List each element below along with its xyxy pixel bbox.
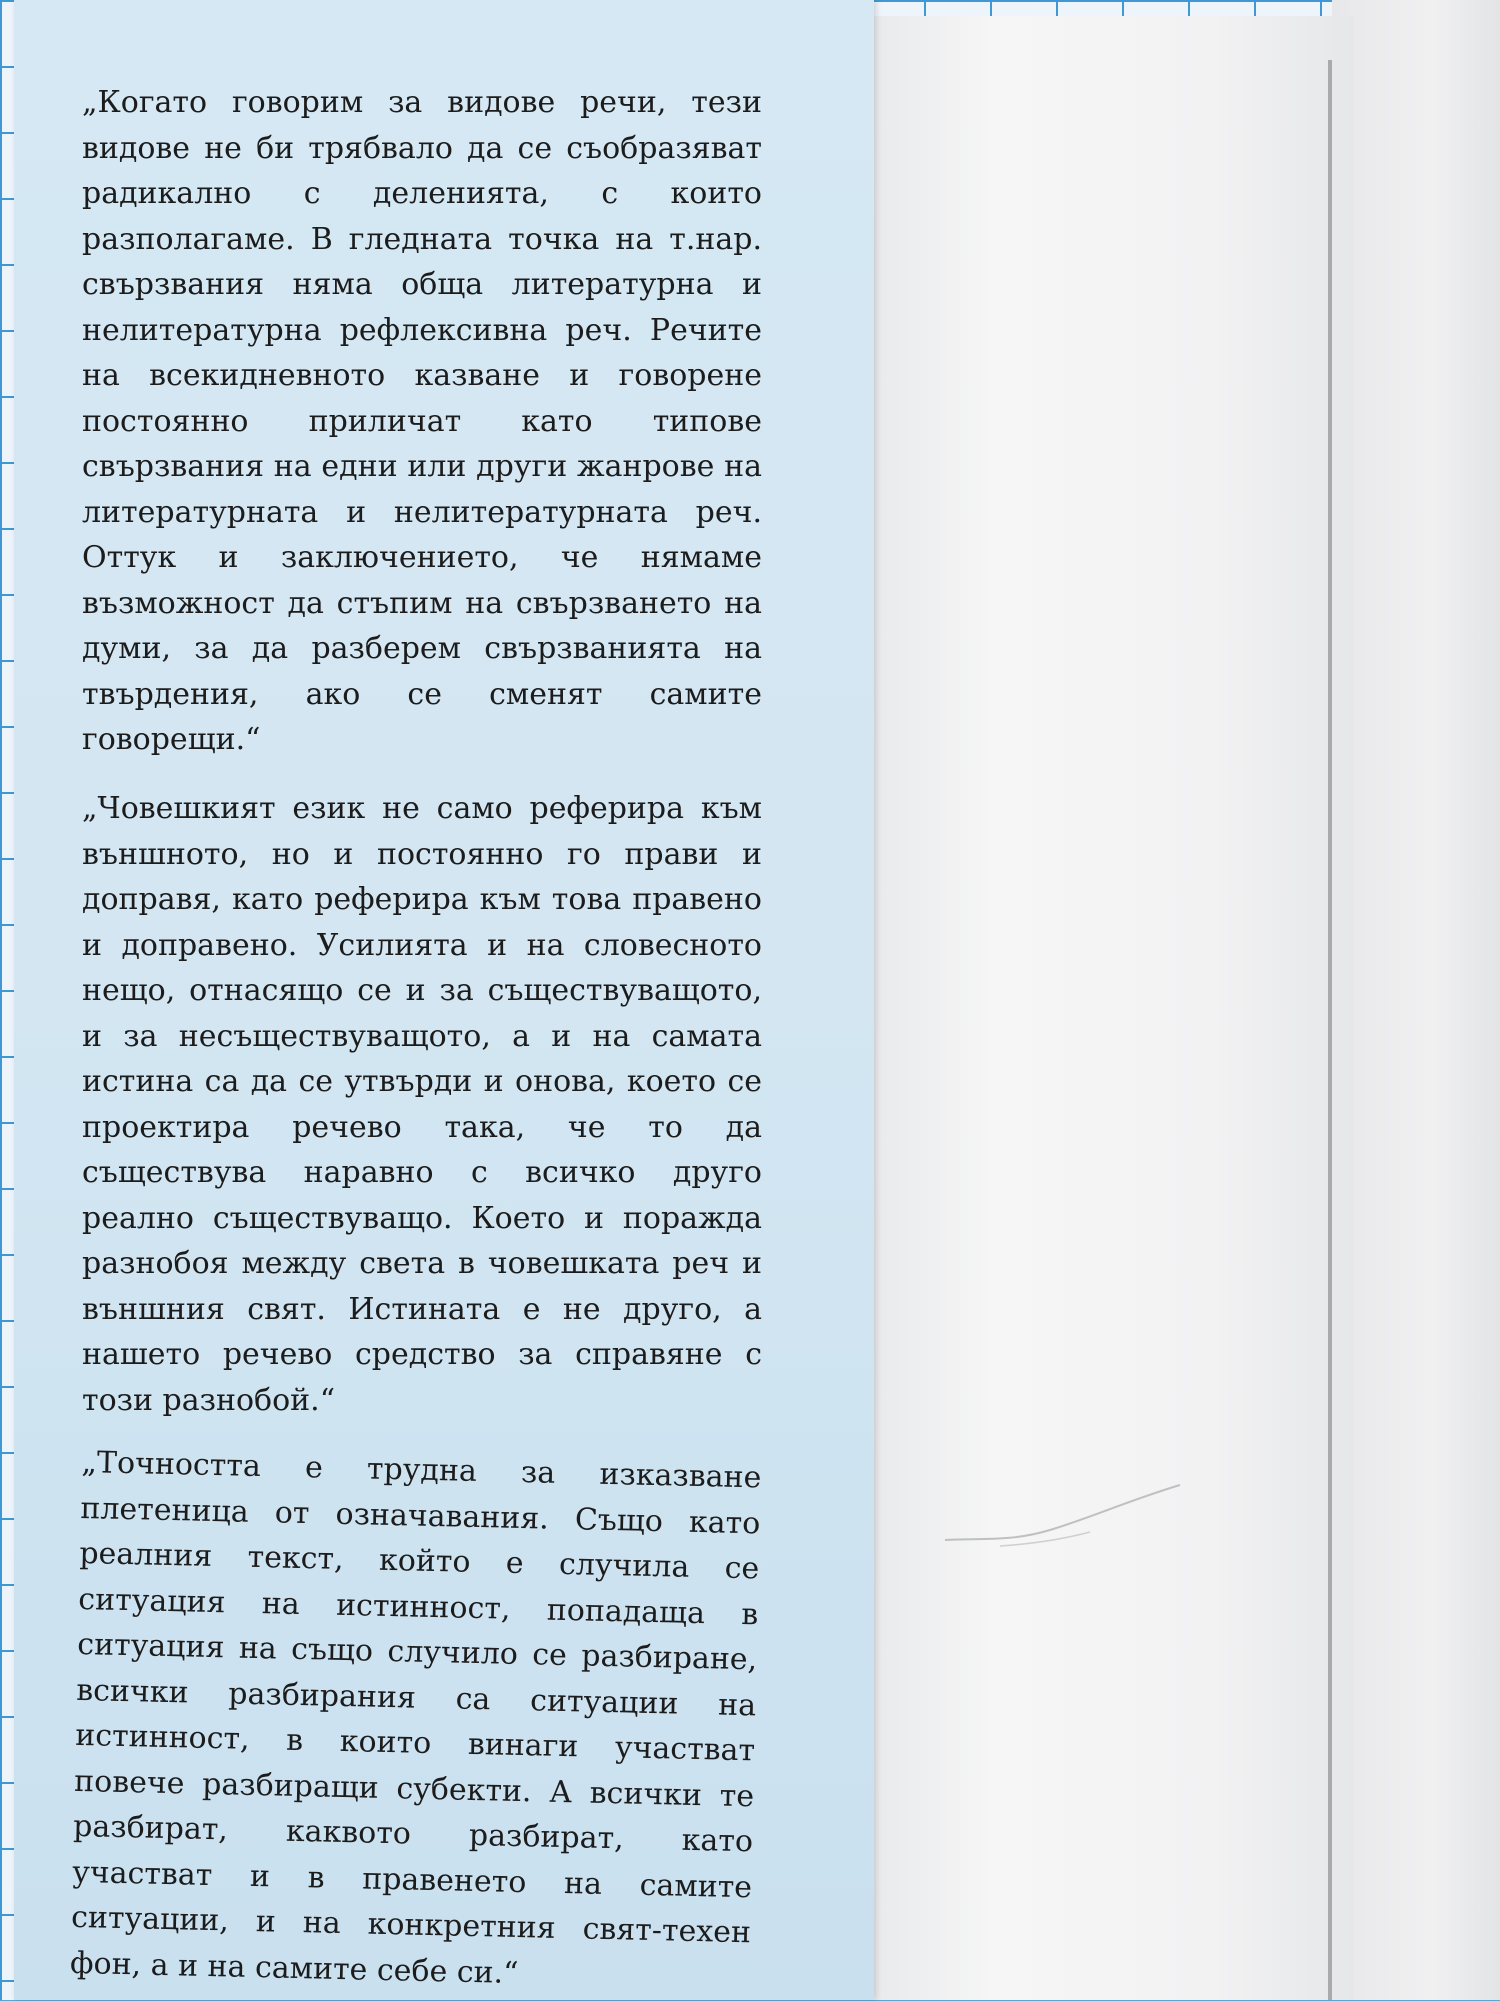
page-edge bbox=[1328, 60, 1332, 2000]
scratch-mark bbox=[940, 1480, 1220, 1560]
back-pages bbox=[1332, 0, 1500, 2000]
blank-page bbox=[874, 16, 1354, 2000]
quote-1: „Когато говорим за видове речи, тези видове не би трябвало да се съобразяват радикално с деленията, с които разполагаме. В гледната точка на т.нар. свързвания няма обща литературна и нелитературна рефлексивна реч. Речите на всекидневното казване и говорене постоянно приличат като типове свързвания на едни или други жанрове на литературната и нелитературната реч. Оттук и заключението, че нямаме възможност да стъпим на свързването на думи, за да разберем свързванията на твърдения, ако се сменят самите говорещи.“ bbox=[82, 85, 762, 757]
quote-3: „Точността е трудна за изказване плетеница от означавания. Също като реалния текст, който е случила се ситуация на истинност, попадаща в ситуация на също случило се разбиране, всички разбирания са ситуации на истинност, в които винаги участват повече разбиращи субекти. А всички те разбират, каквото разбират, като участват и в правенето на самите ситуации, и на конкретния свят-техен фон, а и на самите себе си.“ bbox=[69, 1444, 762, 1991]
quote-2: „Човешкият език не само реферира към външното, но и постоянно го прави и доправя, като реферира към това правено и доправено. Усилията и на словесното нещо, отнасящо се и за съществуващото, и за несъществуващото, а и на самата истина са да се утвърди и онова, което се проектира речево така, че то да съществува наравно с всичко друго реално съществуващо. Което и поражда разнобоя между света в човешката реч и външния свят. Истината е не друго, а нашето речево средство за справяне с този разнобой.“ bbox=[82, 791, 762, 1418]
book-flap bbox=[14, 0, 874, 2000]
